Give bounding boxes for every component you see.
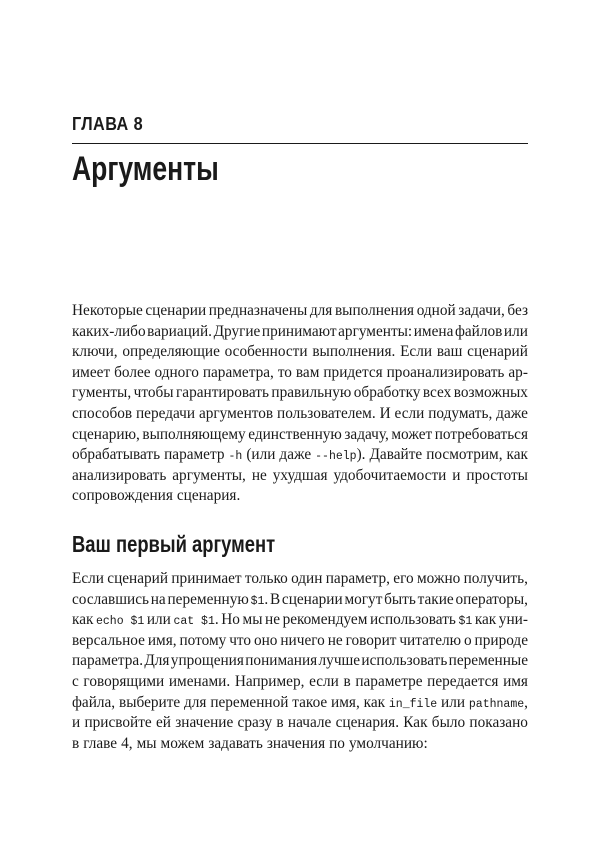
word: переменную	[167, 590, 249, 608]
word: и	[72, 714, 81, 732]
inline-code: --help	[315, 450, 357, 464]
word: сценарии	[281, 590, 343, 608]
word: задавать	[208, 734, 263, 752]
word: говорит	[345, 631, 397, 649]
word: одного	[154, 363, 199, 381]
text-line	[72, 301, 528, 322]
word: как	[506, 446, 528, 464]
word: имена	[413, 322, 454, 340]
word: если	[309, 672, 339, 690]
word: ничего	[280, 631, 325, 649]
word: лучше	[318, 652, 361, 670]
word: гарантировать	[176, 384, 269, 402]
word: обработку	[353, 384, 421, 402]
word: такие	[417, 590, 454, 608]
word: cat $1.	[173, 611, 219, 629]
word: обрабатывать	[72, 446, 161, 464]
chapter-rule	[72, 143, 528, 144]
word: pathname,	[468, 693, 528, 711]
word: принимает	[171, 570, 242, 587]
word: особенности	[224, 343, 308, 361]
word: сценарий	[467, 343, 528, 361]
word: параметра,	[202, 363, 274, 381]
word: как	[474, 611, 497, 629]
word: как	[72, 611, 94, 629]
section-title: Ваш первый аргумент	[72, 531, 276, 557]
word: сценария.	[176, 487, 241, 505]
word: использовать	[369, 611, 456, 629]
inline-code: $1	[458, 615, 473, 629]
word: --help).	[315, 446, 366, 464]
word: использовать	[361, 652, 448, 670]
word: вам	[295, 363, 320, 381]
word: выполнения.	[312, 343, 396, 361]
word	[458, 610, 472, 631]
word: единственную	[248, 425, 342, 443]
inline-code: $1	[250, 594, 265, 608]
word: Другие	[213, 322, 261, 340]
word: сразу	[237, 714, 273, 732]
text-line	[72, 590, 528, 611]
word: потребоваться	[434, 425, 528, 443]
word: аргументы:	[338, 322, 413, 340]
word: придется	[323, 363, 383, 381]
word: ухудшая	[272, 466, 328, 484]
word: задачи,	[458, 302, 505, 319]
inline-code: in_file	[388, 697, 438, 711]
word: его	[393, 570, 414, 587]
word: посмотрим,	[426, 446, 503, 464]
word: было	[431, 714, 466, 732]
word: присвойте	[84, 714, 152, 732]
text-line	[72, 610, 528, 631]
intro-paragraph	[72, 301, 528, 507]
word: даже	[496, 404, 528, 422]
word: быть	[384, 590, 416, 608]
word: получить,	[463, 570, 528, 587]
word: или	[503, 322, 528, 340]
word: пользователем.	[277, 404, 376, 422]
section-paragraph	[72, 569, 528, 754]
word: В	[269, 590, 281, 608]
text-line	[72, 322, 528, 343]
word: всех	[422, 384, 452, 402]
word: правильную	[271, 384, 352, 402]
text-line	[72, 486, 528, 507]
word: гументы,	[72, 384, 132, 402]
word: без	[507, 302, 528, 319]
word: рекомендуем	[282, 611, 368, 629]
word: (или	[246, 446, 276, 464]
word: подумать,	[428, 404, 493, 422]
word: аргументов	[198, 404, 274, 422]
word: о	[463, 631, 472, 649]
chapter-label: ГЛАВА 8	[72, 114, 144, 134]
word: значение	[175, 714, 234, 732]
word: сопровождения	[72, 487, 173, 505]
word: более	[114, 363, 151, 381]
word: на	[150, 590, 166, 608]
word: Но	[221, 611, 240, 629]
word: сценария.	[335, 714, 400, 732]
word: читателю	[399, 631, 462, 649]
word: не	[265, 611, 281, 629]
word: потому	[179, 631, 227, 649]
chapter-title: Аргументы	[72, 150, 219, 188]
word: простоты	[466, 466, 528, 484]
word: имя,	[331, 693, 360, 711]
word: определяющие	[122, 343, 220, 361]
word: сценарий	[107, 570, 169, 587]
word: ключи,	[72, 343, 118, 361]
word: Как	[403, 714, 428, 732]
word: чтобы	[133, 384, 174, 402]
inline-code: echo $1	[95, 615, 145, 629]
word: сценарии	[145, 302, 207, 319]
word: предназначены	[208, 302, 308, 319]
word: выполнения	[334, 302, 415, 319]
word: Для	[144, 652, 170, 670]
text-line	[72, 631, 528, 652]
word: по	[329, 734, 345, 752]
word: вариаций.	[147, 322, 212, 340]
text-line	[72, 713, 528, 734]
word: если	[394, 404, 425, 422]
word: не	[251, 466, 267, 484]
word: файлов	[454, 322, 503, 340]
word: упрощения	[170, 652, 244, 670]
word: значения	[266, 734, 326, 752]
word: параметр,	[325, 570, 390, 587]
text-line	[72, 425, 528, 446]
word: именами.	[168, 672, 231, 690]
word: файла,	[72, 693, 116, 711]
word: параметре	[355, 672, 423, 690]
word: возможных	[453, 384, 528, 402]
word: мы	[136, 734, 157, 752]
word: имя	[503, 672, 528, 690]
word: способов	[72, 404, 133, 422]
word: только	[244, 570, 288, 587]
word: операторы,	[455, 590, 528, 608]
word: И	[379, 404, 391, 422]
word: можем	[160, 734, 205, 752]
word: параметра.	[72, 652, 144, 670]
word: аргументы,	[172, 466, 246, 484]
word: можно	[416, 570, 461, 587]
word: анализировать	[72, 466, 167, 484]
word: параметр	[164, 446, 225, 464]
word: говорящими	[83, 672, 165, 690]
inline-code: cat $1	[173, 615, 215, 629]
word: для	[184, 693, 207, 711]
word: мы	[242, 611, 263, 629]
word: что	[229, 631, 252, 649]
word: главе	[83, 734, 118, 752]
text-line	[72, 693, 528, 714]
word: 4,	[121, 734, 133, 752]
word: начале	[287, 714, 332, 732]
word: ар-	[508, 363, 528, 381]
word: или	[146, 611, 171, 629]
word: сославшись	[72, 590, 149, 608]
word: как	[363, 693, 386, 711]
word: каких-либо	[72, 322, 146, 340]
word: имя,	[147, 631, 177, 649]
word: задачу,	[344, 425, 389, 443]
word: могут	[344, 590, 383, 608]
word: переменные	[448, 652, 528, 670]
text-line	[72, 672, 528, 693]
word: то	[277, 363, 292, 381]
text-line	[72, 734, 528, 755]
text-line	[72, 404, 528, 425]
word: выберите	[118, 693, 181, 711]
word: в	[72, 734, 80, 752]
word: $1.	[250, 590, 269, 608]
word: передачи	[136, 404, 196, 422]
word: передается	[427, 672, 499, 690]
word: проанализировать	[386, 363, 505, 381]
word: Например,	[234, 672, 305, 690]
word: одной	[416, 302, 456, 319]
text-line	[72, 651, 528, 672]
word: уни-	[498, 611, 528, 629]
word: удобочитаемости	[333, 466, 447, 484]
word: умолчанию:	[348, 734, 428, 752]
inline-code: pathname	[468, 697, 525, 711]
word: и	[452, 466, 461, 484]
text-line	[72, 569, 528, 590]
text-line	[72, 445, 528, 466]
word: выполняющему	[142, 425, 246, 443]
text-line	[72, 383, 528, 404]
word: ей	[155, 714, 171, 732]
word	[96, 610, 144, 631]
word: даже	[279, 446, 312, 464]
word: Если	[400, 343, 433, 361]
word: Некоторые	[72, 302, 143, 319]
word: природе	[474, 631, 528, 649]
word: в	[343, 672, 351, 690]
word: один	[291, 570, 323, 587]
word: версальное	[72, 631, 145, 649]
word: такое	[292, 693, 328, 711]
word: ваш	[436, 343, 463, 361]
word: Если	[72, 570, 104, 587]
word: не	[327, 631, 343, 649]
word: с	[72, 672, 79, 690]
word	[389, 693, 437, 714]
word: может	[391, 425, 433, 443]
word: имеет	[72, 363, 111, 381]
word: в	[276, 714, 284, 732]
word	[229, 445, 243, 466]
word: принимают	[261, 322, 337, 340]
word: Давайте	[369, 446, 423, 464]
inline-code: -h	[228, 450, 243, 464]
word: для	[309, 302, 333, 319]
text-line	[72, 466, 528, 487]
text-line	[72, 363, 528, 384]
word: или	[441, 693, 466, 711]
word: оно	[253, 631, 278, 649]
word: сценарию,	[72, 425, 140, 443]
word: переменной	[210, 693, 289, 711]
word: понимания	[245, 652, 318, 670]
text-line	[72, 342, 528, 363]
word: показано	[469, 714, 528, 732]
